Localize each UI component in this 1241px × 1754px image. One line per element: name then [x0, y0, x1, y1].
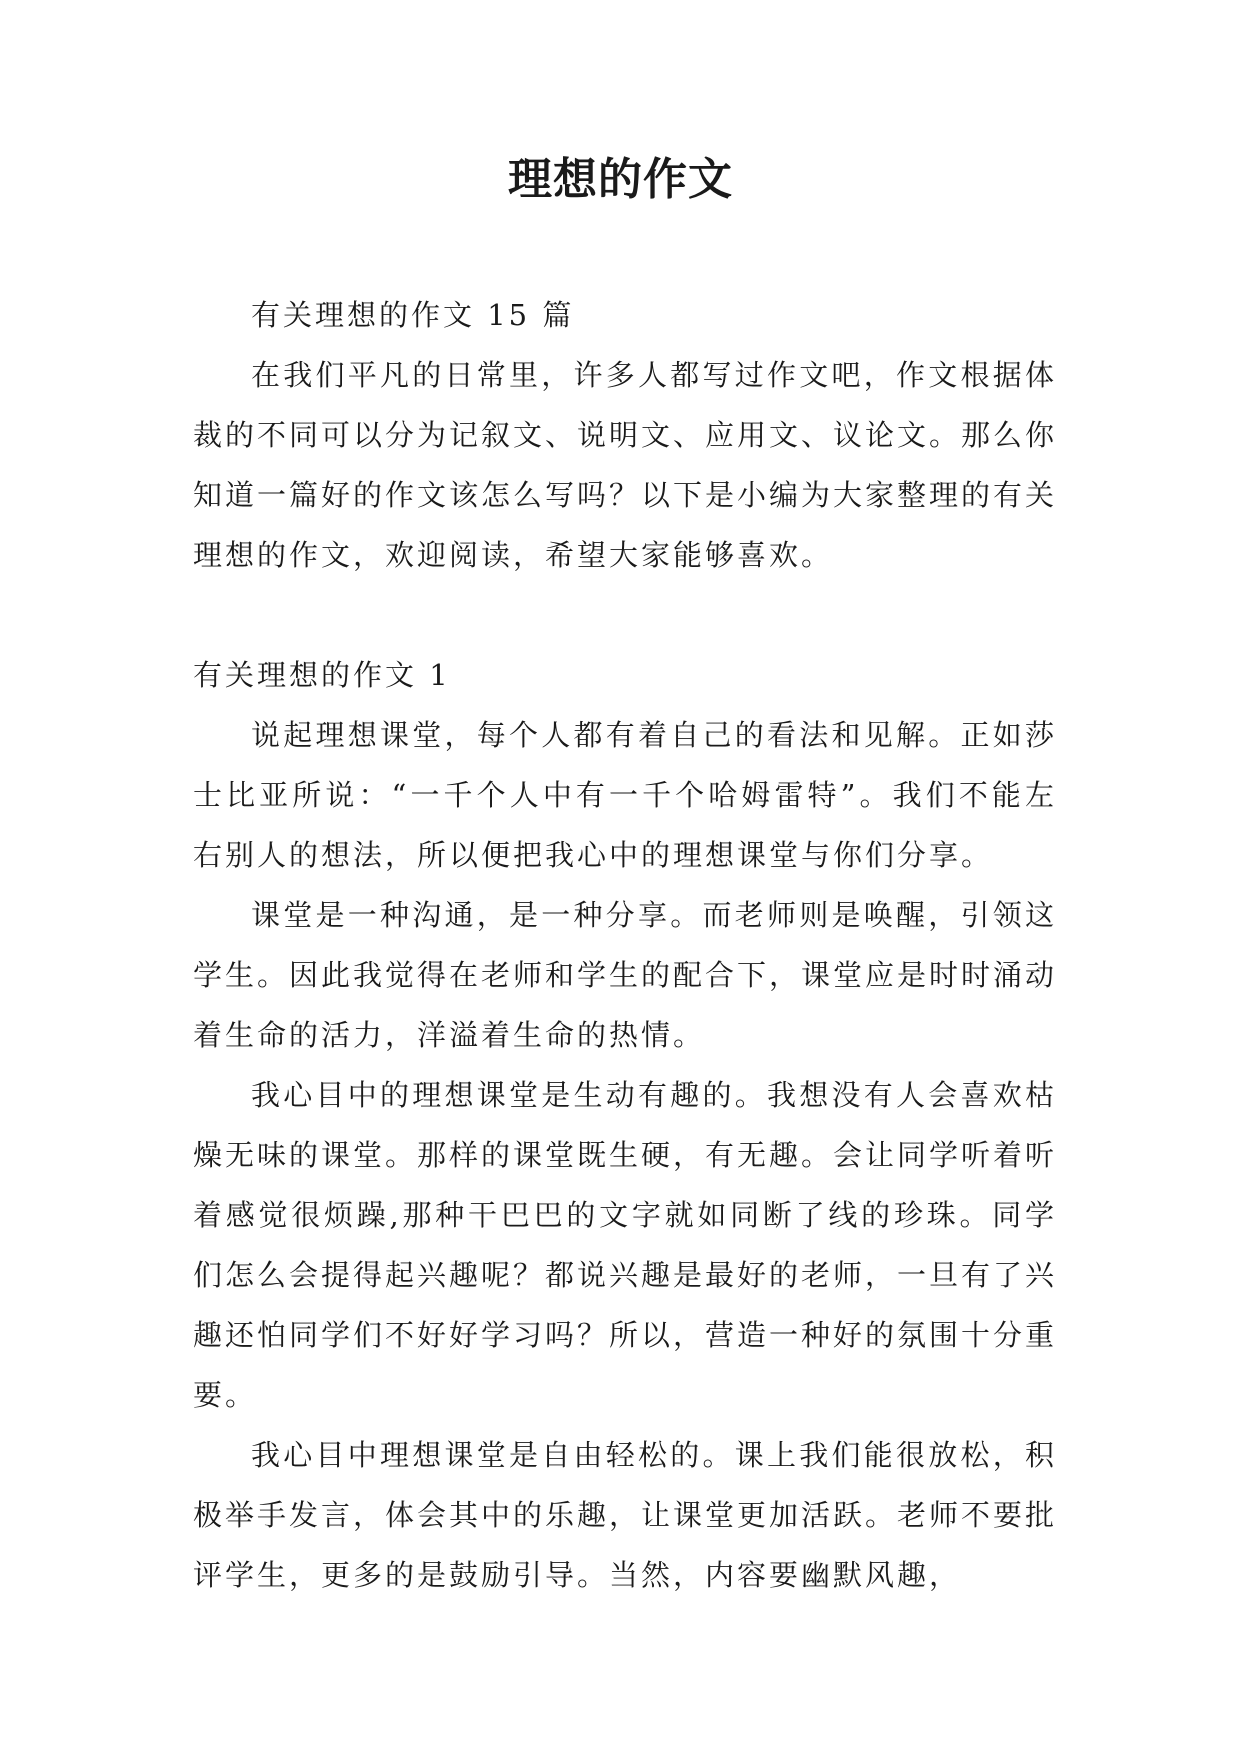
body-paragraph: 说起理想课堂，每个人都有着自己的看法和见解。正如莎士比亚所说：“一千个人中有一千个哈姆雷特”。我们不能左右别人的想法，所以便把我心中的理想课堂与你们分享。 [193, 718, 1057, 872]
intro-line: 有关理想的作文 15 篇 [251, 298, 575, 332]
intro-paragraph: 在我们平凡的日常里，许多人都写过作文吧，作文根据体裁的不同可以分为记叙文、说明文、应用文、议论文。那么你知道一篇好的作文该怎么写吗？以下是小编为大家整理的有关理想的作文，欢迎阅读，希望大家能够喜欢。 [193, 358, 1058, 572]
body-paragraph: 我心目中的理想课堂是生动有趣的。我想没有人会喜欢枯燥无味的课堂。那样的课堂既生硬，有无趣。会让同学听着听着感觉很烦躁,那种干巴巴的文字就如同断了线的珍珠。同学们怎么会提得起兴趣呢？都说兴趣是最好的老师，一旦有了兴趣还怕同学们不好好学习吗？所以，营造一种好的氛围十分重要。 [193, 1078, 1058, 1412]
document-body [193, 285, 1057, 1605]
body-paragraph: 我心目中理想课堂是自由轻松的。课上我们能很放松，积极举手发言，体会其中的乐趣，让课堂更加活跃。老师不要批评学生，更多的是鼓励引导。当然，内容要幽默风趣， [193, 1438, 1058, 1592]
body-paragraph: 课堂是一种沟通，是一种分享。而老师则是唤醒，引领这学生。因此我觉得在老师和学生的配合下，课堂应是时时涌动着生命的活力，洋溢着生命的热情。 [193, 898, 1058, 1052]
section-gap [193, 585, 1057, 645]
document-title: 理想的作文 [508, 154, 733, 205]
section-heading: 有关理想的作文 1 [193, 658, 451, 692]
